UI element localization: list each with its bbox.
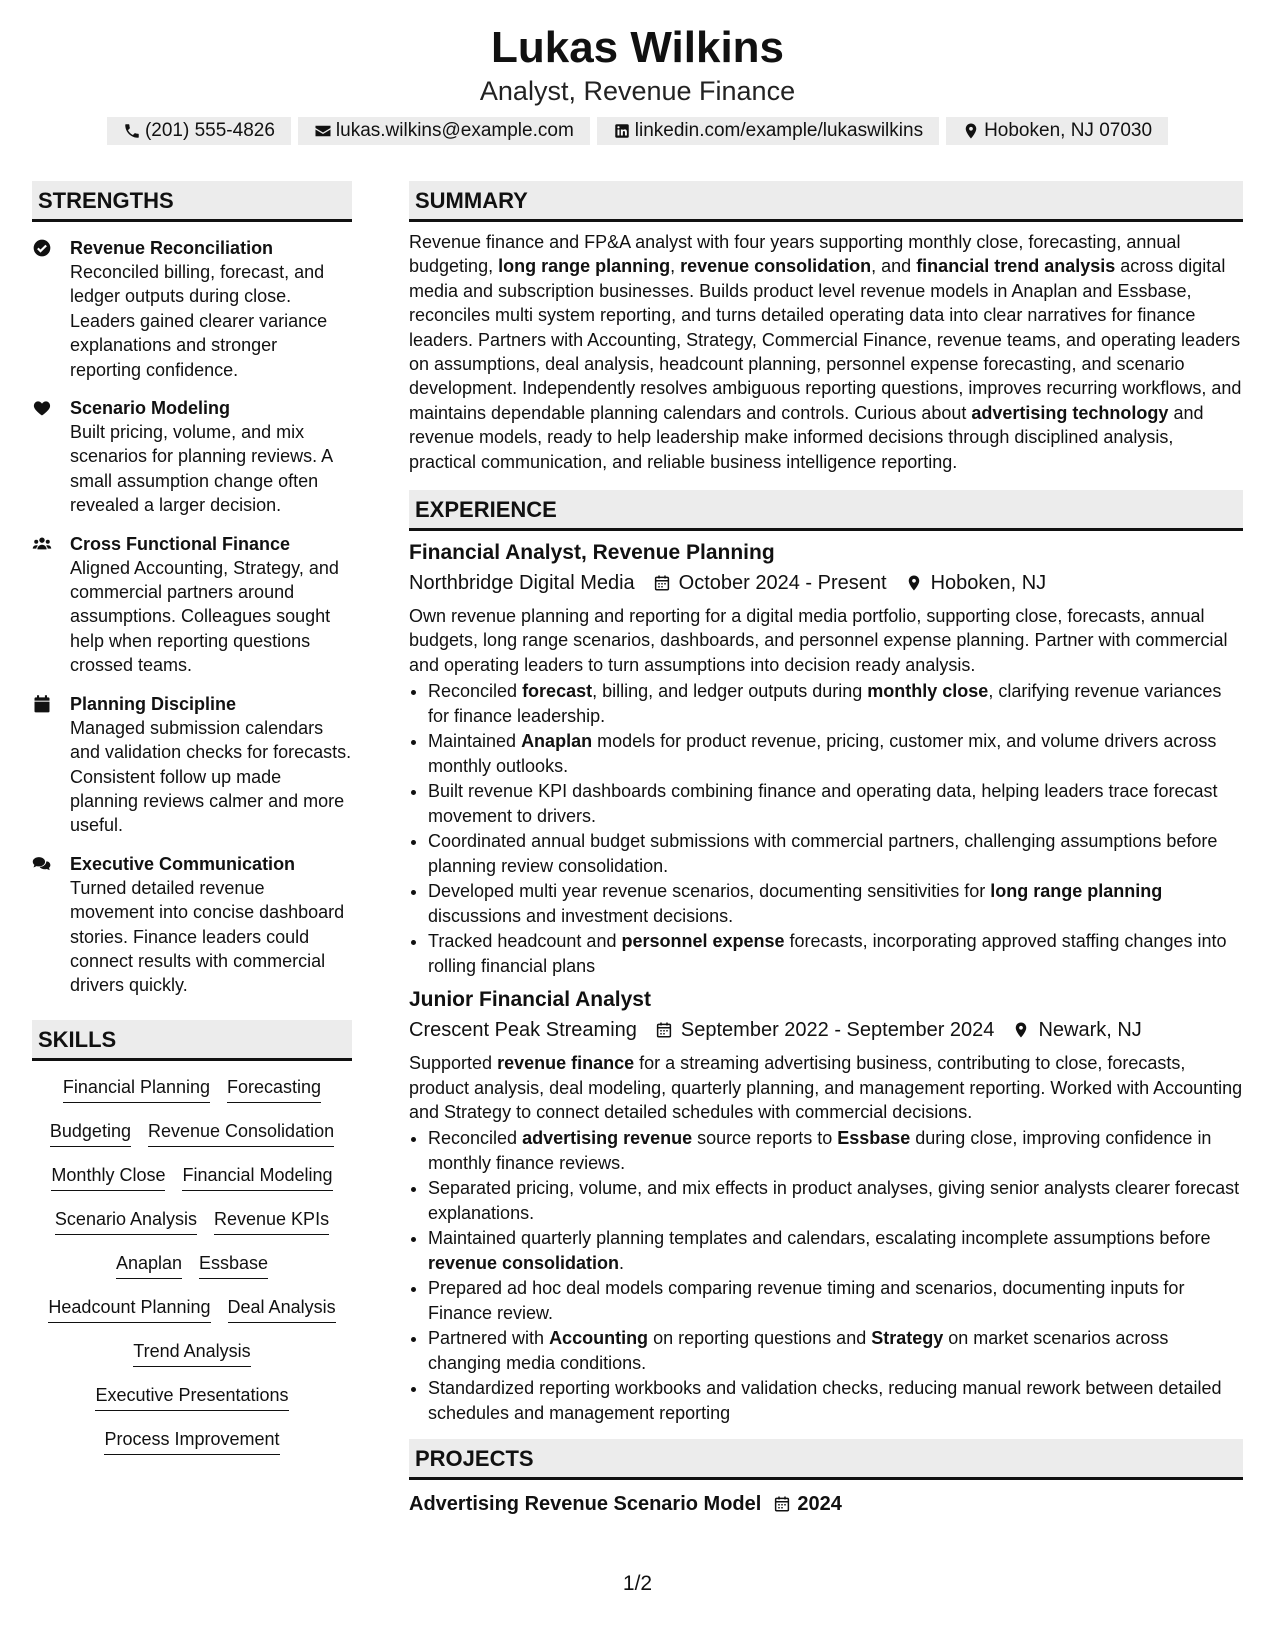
comments-icon bbox=[32, 854, 52, 874]
project-year: 2024 bbox=[797, 1493, 842, 1516]
strength-title: Cross Functional Finance bbox=[70, 533, 291, 554]
strengths-heading: STRENGTHS bbox=[32, 181, 352, 222]
page-number: 1/2 bbox=[622, 1572, 653, 1595]
job-bullets bbox=[409, 679, 1243, 978]
strength-desc: Built pricing, volume, and mix scenarios for planning reviews. A small assumption change often revealed a larger decision. bbox=[70, 422, 333, 516]
calendar-icon bbox=[773, 1495, 791, 1513]
job-bullet: • Coordinated annual budget submissions with commercial partners, challenging assumptions before planning review consolidation. bbox=[428, 829, 1243, 878]
contact-email[interactable] bbox=[298, 117, 590, 145]
strength-title: Scenario Modeling bbox=[70, 398, 231, 419]
job-bullet: • Built revenue KPI dashboards combining finance and operating data, helping leaders trace forecast movement to drivers. bbox=[428, 779, 1243, 828]
job-bullet: • Standardized reporting workbooks and validation checks, reducing manual rework between detailed schedules and management reporting bbox=[428, 1376, 1243, 1425]
skill-tag: Monthly Close bbox=[51, 1163, 165, 1191]
contact-phone-text: (201) 555-4826 bbox=[144, 120, 275, 141]
check-circle-icon bbox=[32, 238, 52, 258]
job-location: Hoboken, NJ bbox=[930, 572, 1047, 595]
job-dates: September 2022 - September 2024 bbox=[680, 1019, 995, 1042]
skill-tag: Revenue KPIs bbox=[214, 1207, 329, 1235]
job-title: Junior Financial Analyst bbox=[409, 988, 651, 1012]
project-entry bbox=[409, 1490, 1243, 1518]
job-bullet: • Tracked headcount and personnel expense forecasts, incorporating approved staffing changes into rolling financial plans bbox=[428, 929, 1243, 978]
job-bullet: • Prepared ad hoc deal models comparing revenue timing and scenarios, documenting inputs for Finance review. bbox=[428, 1276, 1243, 1325]
contact-location bbox=[946, 117, 1168, 145]
skill-tag: Process Improvement bbox=[104, 1427, 279, 1455]
strength-title: Revenue Reconciliation bbox=[70, 238, 274, 258]
heart-icon bbox=[32, 398, 52, 418]
map-pin-icon bbox=[962, 122, 980, 140]
strength-desc: Aligned Accounting, Strategy, and commercial partners around assumptions. Colleagues sought help when reporting questions crossed teams. bbox=[70, 557, 339, 676]
phone-icon bbox=[123, 122, 141, 140]
contact-bar bbox=[0, 117, 1275, 145]
envelope-icon bbox=[314, 122, 332, 140]
experience-heading: EXPERIENCE bbox=[409, 490, 1243, 531]
contact-phone[interactable] bbox=[107, 117, 291, 145]
skill-tag: Trend Analysis bbox=[133, 1339, 250, 1367]
strength-item bbox=[32, 396, 352, 518]
job-entry bbox=[409, 539, 1243, 978]
map-pin-icon bbox=[1012, 1021, 1030, 1039]
candidate-title: Analyst, Revenue Finance bbox=[479, 76, 796, 106]
users-icon bbox=[32, 534, 52, 554]
calendar-icon bbox=[653, 574, 671, 592]
right-column bbox=[409, 181, 1243, 1518]
contact-email-text: lukas.wilkins@example.com bbox=[335, 120, 574, 141]
summary-heading: SUMMARY bbox=[409, 181, 1243, 222]
contact-location-text: Hoboken, NJ 07030 bbox=[984, 120, 1153, 141]
skill-tag: Revenue Consolidation bbox=[148, 1119, 334, 1147]
skill-tag: Forecasting bbox=[227, 1075, 321, 1103]
skill-tag: Headcount Planning bbox=[48, 1295, 210, 1323]
skills-list bbox=[32, 1075, 352, 1471]
calendar-icon bbox=[655, 1021, 673, 1039]
skill-tag: Executive Presentations bbox=[95, 1383, 288, 1411]
job-entry bbox=[409, 986, 1243, 1425]
job-company: Crescent Peak Streaming bbox=[409, 1019, 637, 1042]
strength-desc: Reconciled billing, forecast, and ledger outputs during close. Leaders gained clearer variance explanations and stronger reporting confidence. bbox=[70, 262, 328, 380]
strength-item bbox=[32, 236, 352, 382]
left-column bbox=[32, 181, 352, 1471]
strength-title: Planning Discipline bbox=[70, 693, 237, 714]
skill-tag: Financial Modeling bbox=[182, 1163, 332, 1191]
strength-item bbox=[32, 692, 352, 838]
skill-tag: Budgeting bbox=[50, 1119, 131, 1147]
summary-text: Revenue finance and FP&A analyst with four years supporting monthly close, forecasting, annual budgeting, long range planning, revenue consolidation, and financial trend analysis across digital media and subscription businesses. Builds product level revenue models in Anaplan and Essbase, reconciles multi system reporting, and turns detailed operating data into clear narratives for finance leaders. Partners with Accounting, Strategy, Commercial Finance, revenue teams, and operating leaders on assumptions, deal analysis, headcount planning, personnel expense forecasting, and scenario development. Independently resolves ambiguous reporting questions, improves recurring workflows, and maintains dependable planning calendars and controls. Curious about advertising technology and revenue models, ready to help leadership make informed decisions through disciplined analysis, practical communication, and reliable business intelligence reporting. bbox=[409, 232, 1242, 472]
strength-title: Executive Communication bbox=[70, 853, 296, 874]
job-location: Newark, NJ bbox=[1038, 1019, 1142, 1042]
job-company: Northbridge Digital Media bbox=[409, 572, 635, 595]
skill-tag: Essbase bbox=[199, 1251, 268, 1279]
candidate-name: Lukas Wilkins bbox=[490, 23, 785, 72]
skill-tag: Financial Planning bbox=[63, 1075, 210, 1103]
skills-heading: SKILLS bbox=[32, 1020, 352, 1061]
job-bullet: • Reconciled advertising revenue source reports to Essbase during close, improving confidence in monthly finance reviews. bbox=[428, 1126, 1243, 1175]
strength-desc: Turned detailed revenue movement into concise dashboard stories. Finance leaders could connect results with commercial drivers quickly. bbox=[70, 877, 345, 996]
job-description: Own revenue planning and reporting for a digital media portfolio, supporting close, forecasts, annual budgets, long range scenarios, dashboards, and personnel expense planning. Partner with commercial and operating leaders to turn assumptions into decision ready analysis. bbox=[409, 606, 1228, 675]
job-bullet: • Maintained Anaplan models for product revenue, pricing, customer mix, and volume drivers across monthly outlooks. bbox=[428, 729, 1243, 778]
projects-heading: PROJECTS bbox=[409, 1439, 1243, 1480]
skill-tag: Deal Analysis bbox=[228, 1295, 336, 1323]
job-description: Supported revenue finance for a streaming advertising business, contributing to close, forecasts, product analysis, deal modeling, quarterly planning, and management reporting. Worked with Accounting and Strategy to connect detailed schedules with commercial decisions. bbox=[409, 1053, 1243, 1122]
strength-desc: Managed submission calendars and validation checks for forecasts. Consistent follow up made planning reviews calmer and more useful. bbox=[70, 717, 352, 836]
project-title: Advertising Revenue Scenario Model bbox=[409, 1493, 762, 1516]
job-meta bbox=[409, 569, 1243, 597]
map-pin-icon bbox=[905, 574, 923, 592]
job-meta bbox=[409, 1016, 1243, 1044]
job-bullet: • Reconciled forecast, billing, and ledger outputs during monthly close, clarifying revenue variances for finance leadership. bbox=[428, 679, 1243, 728]
contact-linkedin-text: linkedin.com/example/lukaswilkins bbox=[634, 120, 924, 141]
skill-tag: Scenario Analysis bbox=[55, 1207, 197, 1235]
calendar-icon bbox=[32, 694, 52, 714]
contact-linkedin[interactable] bbox=[597, 117, 939, 145]
job-dates: October 2024 - Present bbox=[678, 572, 887, 595]
linkedin-icon bbox=[613, 122, 631, 140]
job-bullet: • Developed multi year revenue scenarios, documenting sensitivities for long range planning discussions and investment decisions. bbox=[428, 879, 1243, 928]
strength-item bbox=[32, 852, 352, 998]
job-bullet: • Separated pricing, volume, and mix effects in product analyses, giving senior analysts clearer forecast explanations. bbox=[428, 1176, 1243, 1225]
strength-item bbox=[32, 532, 352, 678]
job-bullet: • Partnered with Accounting on reporting questions and Strategy on market scenarios across changing media conditions. bbox=[428, 1326, 1243, 1375]
job-title: Financial Analyst, Revenue Planning bbox=[409, 541, 775, 565]
skill-tag: Anaplan bbox=[116, 1251, 182, 1279]
resume-header bbox=[0, 0, 1275, 145]
job-bullet: • Maintained quarterly planning templates and calendars, escalating incomplete assumptions before revenue consolidation. bbox=[428, 1226, 1243, 1275]
job-bullets bbox=[409, 1126, 1243, 1425]
